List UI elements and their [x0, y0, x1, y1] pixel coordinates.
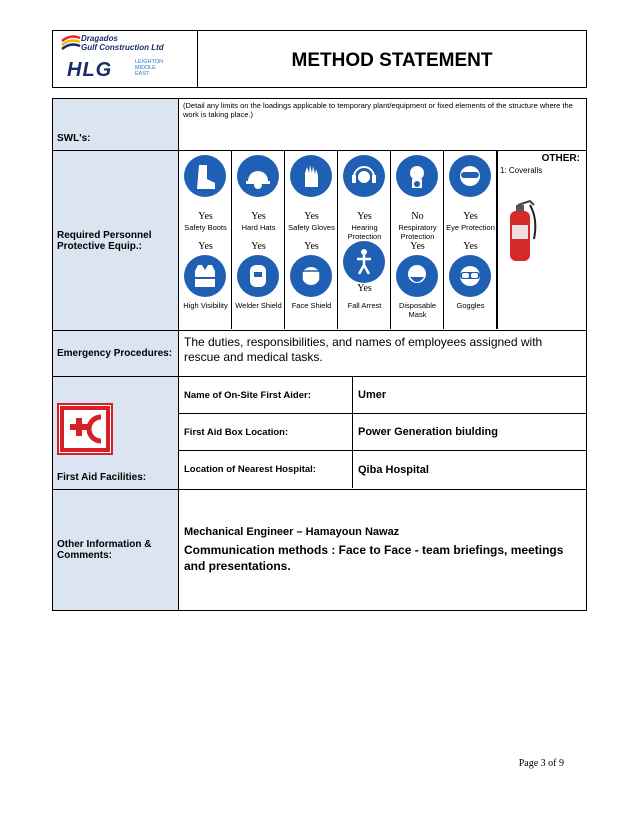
- first-aid-row-1: [179, 377, 586, 414]
- ppe-cell-bottom: [444, 239, 497, 329]
- first-aid-box-key: First Aid Box Location:: [179, 414, 353, 450]
- swl-text: (Detail any limits on the loadings applicable to temporary plant/equipment or fixed elements of the structure where the work is taking place.): [183, 101, 573, 119]
- ppe-caption: Respiratory Protection: [398, 223, 437, 241]
- other-info-line2: Communication methods : Face to Face - team briefings, meetings and presentations.: [184, 543, 564, 573]
- other-title: OTHER:: [541, 153, 580, 164]
- ppe-icon-circle: [396, 155, 438, 197]
- ppe-cell-top: [338, 151, 391, 239]
- first-aid-table: [179, 377, 586, 489]
- other-info-label: Other Information & Comments:: [53, 490, 179, 610]
- other-info-line1: Mechanical Engineer – Hamayoun Nawaz: [184, 526, 400, 538]
- hlg-logo-text: HLG: [67, 59, 113, 81]
- emergency-label: Emergency Procedures:: [53, 331, 179, 376]
- first-aid-label: First Aid Facilities:: [57, 472, 147, 483]
- hlg-sub-3: EAST: [135, 71, 150, 77]
- ppe-icon-circle: [343, 155, 385, 197]
- ppe-icon-circle: [237, 255, 279, 297]
- first-aid-cross-icon: [57, 403, 113, 455]
- ppe-cell-top: [285, 151, 338, 239]
- eye-protection-icon: [455, 161, 485, 191]
- ppe-cell-top: [179, 151, 232, 239]
- company-name-line1: Dragados: [81, 34, 118, 43]
- hard-hat-icon: [243, 161, 273, 191]
- ppe-caption: Safety Boots: [184, 223, 227, 232]
- page-number: Page 3 of 9: [518, 758, 564, 769]
- ppe-caption: Welder Shield: [235, 301, 282, 310]
- ppe-status: Yes: [304, 211, 319, 222]
- hospital-value: Qiba Hospital: [358, 463, 429, 476]
- ppe-cell-bottom: [232, 239, 285, 329]
- company-logo: [53, 31, 198, 87]
- ppe-status: Yes: [410, 241, 425, 252]
- ppe-cell-top: [391, 151, 444, 239]
- ppe-row: [53, 151, 586, 331]
- method-statement-table: [52, 98, 587, 611]
- ppe-icon-circle: [184, 155, 226, 197]
- hearing-protection-icon: [349, 161, 379, 191]
- ppe-caption: Eye Protection: [446, 223, 495, 232]
- ppe-caption: High Visibility: [183, 301, 228, 310]
- disposable-mask-icon: [402, 261, 432, 291]
- ppe-grid: [179, 151, 497, 329]
- first-aider-key: Name of On-Site First Aider:: [179, 377, 353, 413]
- ppe-cell-top: [232, 151, 285, 239]
- ppe-status: Yes: [198, 241, 213, 252]
- hlg-sub-1: LEIGHTON: [135, 59, 164, 65]
- ppe-caption: Hard Hats: [241, 223, 276, 232]
- ppe-other-box: [497, 151, 586, 329]
- ppe-icon-circle: [237, 155, 279, 197]
- document-header: [52, 30, 587, 88]
- hospital-key: Location of Nearest Hospital:: [179, 451, 353, 488]
- fire-extinguisher-icon: [504, 199, 540, 263]
- ppe-caption: Face Shield: [291, 301, 332, 310]
- high-visibility-vest-icon: [190, 261, 220, 291]
- ppe-icon-circle: [449, 255, 491, 297]
- ppe-icon-circle: [184, 255, 226, 297]
- first-aider-value: Umer: [358, 389, 387, 401]
- dragados-swoosh-icon: [61, 35, 81, 51]
- ppe-status: Yes: [198, 211, 213, 222]
- ppe-caption: Safety Gloves: [288, 223, 335, 232]
- first-aid-box-value: Power Generation biulding: [358, 426, 498, 438]
- ppe-cell-bottom: [391, 239, 444, 329]
- emergency-text: The duties, responsibilities, and names of employees assigned with rescue and medical tasks.: [184, 335, 543, 364]
- safety-boots-icon: [190, 161, 220, 191]
- ppe-cell-bottom: [179, 239, 232, 329]
- hlg-subtitle: [135, 59, 163, 77]
- ppe-label: Required Personnel Protective Equip.:: [53, 151, 179, 330]
- other-info-row: [53, 490, 586, 610]
- hlg-sub-2: MIDDLE: [135, 65, 156, 71]
- ppe-cell-top: [444, 151, 497, 239]
- welder-shield-icon: [243, 261, 273, 291]
- ppe-icon-circle: [290, 155, 332, 197]
- ppe-status: Yes: [304, 241, 319, 252]
- first-aid-row-2: [179, 414, 586, 451]
- ppe-caption: Fall Arrest: [347, 301, 382, 310]
- ppe-status: Yes: [357, 283, 372, 294]
- ppe-caption: Disposable Mask: [398, 301, 437, 319]
- company-name-line2: Gulf Construction Ltd: [81, 43, 164, 52]
- swl-label: SWL's:: [53, 99, 179, 150]
- ppe-status: Yes: [463, 241, 478, 252]
- ppe-status: Yes: [251, 241, 266, 252]
- other-item: 1: Coveralls: [500, 166, 543, 175]
- ppe-caption: Hearing Protection: [347, 223, 382, 241]
- ppe-icon-circle: [343, 241, 385, 283]
- respirator-icon: [402, 161, 432, 191]
- ppe-cell-bottom: [338, 239, 391, 329]
- emergency-row: [53, 331, 586, 377]
- first-aid-row: [53, 377, 586, 490]
- face-shield-icon: [296, 261, 326, 291]
- ppe-icon-circle: [290, 255, 332, 297]
- ppe-caption: Goggles: [456, 301, 485, 310]
- safety-gloves-icon: [296, 161, 326, 191]
- ppe-status: Yes: [251, 211, 266, 222]
- ppe-icon-circle: [449, 155, 491, 197]
- ppe-cell-bottom: [285, 239, 338, 329]
- first-aid-row-3: [179, 451, 586, 488]
- swl-row: [53, 99, 586, 151]
- ppe-status: Yes: [463, 211, 478, 222]
- ppe-status: No: [411, 211, 424, 222]
- goggles-icon: [455, 261, 485, 291]
- ppe-status: Yes: [357, 211, 372, 222]
- document-title: METHOD STATEMENT: [291, 50, 493, 71]
- ppe-icon-circle: [396, 255, 438, 297]
- fall-arrest-icon: [349, 247, 379, 277]
